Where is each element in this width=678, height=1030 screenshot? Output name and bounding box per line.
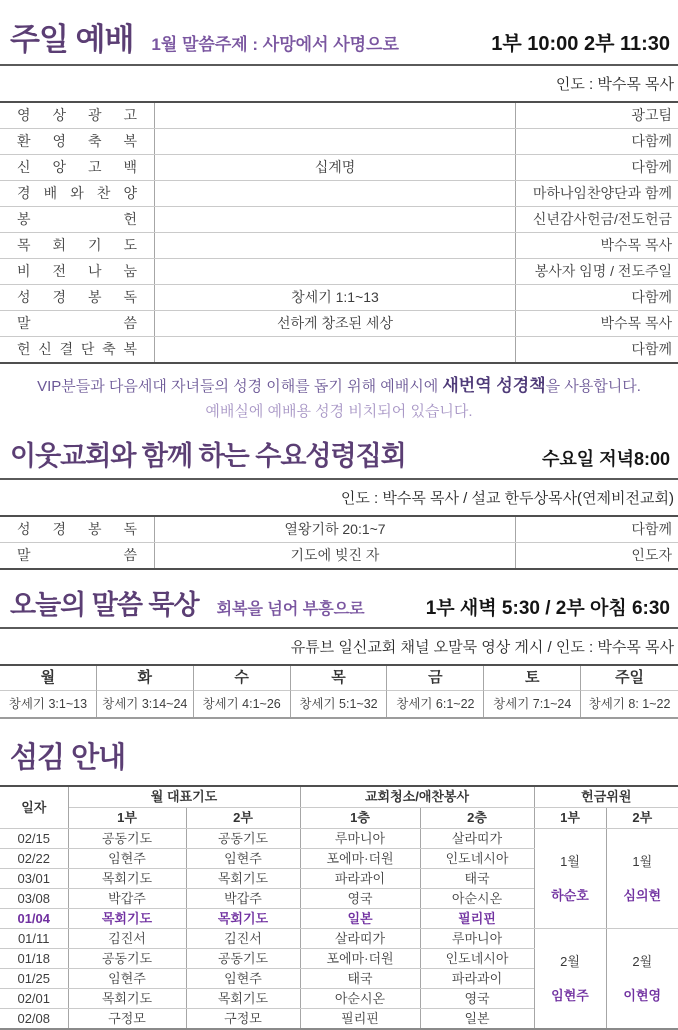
duty-floor2: 인도네시아 <box>420 849 534 869</box>
meditation-header <box>0 570 678 622</box>
order-who: 다함께 <box>515 517 678 542</box>
wednesday-meeting-header <box>0 423 678 473</box>
table-row <box>0 311 678 337</box>
header-row <box>0 786 678 808</box>
col-header-cleaning: 교회청소/애찬봉사 <box>300 786 534 808</box>
table-row <box>0 543 678 568</box>
meditation-times: 1부 새벽 5:30 / 2부 아침 6:30 <box>425 598 670 619</box>
offering-name: 임현주 <box>551 987 589 1003</box>
duty-floor2: 파라과이 <box>420 969 534 989</box>
duty-floor1: 필리핀 <box>300 1009 420 1030</box>
duty-floor2: 루마니아 <box>420 929 534 949</box>
col-header-part2: 2부 <box>186 808 300 829</box>
order-content <box>155 337 515 362</box>
duty-floor1: 아순시온 <box>300 989 420 1009</box>
order-label: 말 씀 <box>0 311 155 336</box>
duty-prayer2: 임현주 <box>186 849 300 869</box>
duty-date: 01/11 <box>0 929 68 949</box>
duty-prayer2: 목회기도 <box>186 869 300 889</box>
duty-prayer1: 임현주 <box>68 849 186 869</box>
col-header-floor2: 2층 <box>420 808 534 829</box>
col-header-floor1: 1층 <box>300 808 420 829</box>
duty-floor1: 영국 <box>300 889 420 909</box>
offering-committee-part2 <box>606 929 678 1030</box>
duty-floor1: 일본 <box>300 909 420 929</box>
order-label: 목 회 기 도 <box>0 233 155 258</box>
table-row <box>0 517 678 543</box>
offering-month: 1월 <box>560 853 580 869</box>
duty-date: 03/08 <box>0 889 68 909</box>
order-who: 인도자 <box>515 543 678 568</box>
section-title-service-guide: 섬김 안내 <box>10 742 126 774</box>
duty-floor2: 아순시온 <box>420 889 534 909</box>
meditation-theme: 회복을 넘어 부흥으로 <box>216 601 365 618</box>
section-title-sunday-worship: 주일 예배 <box>10 22 134 57</box>
col-header-part1: 1부 <box>68 808 186 829</box>
day-header: 화 <box>97 666 194 691</box>
order-content: 창세기 1:1~13 <box>291 289 379 305</box>
weekly-reading-table <box>0 664 678 719</box>
duty-date: 01/18 <box>0 949 68 969</box>
day-header: 수 <box>194 666 291 691</box>
order-label: 봉 헌 <box>0 207 155 232</box>
duty-floor1: 파라과이 <box>300 869 420 889</box>
table-row <box>0 103 678 129</box>
order-who: 신년감사헌금/전도헌금 <box>515 207 678 232</box>
offering-month: 2월 <box>632 953 653 969</box>
duty-prayer1: 김진서 <box>68 929 186 949</box>
bible-note-line1: VIP분들과 다음세대 자녀들의 성경 이해를 돕기 위해 예배시에 새번역 성경책을 사용합니다. <box>37 376 641 395</box>
duty-prayer1: 목회기도 <box>68 989 186 1009</box>
table-row <box>0 929 678 949</box>
duty-floor2: 일본 <box>420 1009 534 1030</box>
day-header: 월 <box>0 666 97 691</box>
col-header-part2: 2부 <box>606 808 678 829</box>
order-label: 비 전 나 눔 <box>0 259 155 284</box>
daily-reading: 창세기 8: 1~22 <box>588 697 671 711</box>
order-label: 신 앙 고 백 <box>0 155 155 180</box>
bible-note-emphasis: 새번역 성경책 <box>442 376 546 395</box>
order-label: 성 경 봉 독 <box>0 285 155 310</box>
daily-reading: 창세기 7:1~24 <box>484 691 581 717</box>
table-row <box>0 181 678 207</box>
duty-prayer2: 공동기도 <box>186 829 300 849</box>
duty-floor1: 포에마·더원 <box>300 949 420 969</box>
table-row <box>0 285 678 311</box>
order-content: 기도에 빚진 자 <box>290 547 380 563</box>
order-content: 선하게 창조된 세상 <box>277 315 393 331</box>
offering-month: 2월 <box>560 953 580 969</box>
duty-prayer2: 목회기도 <box>186 909 300 929</box>
offering-committee-part1 <box>534 829 606 929</box>
table-row <box>0 337 678 362</box>
duty-date: 01/25 <box>0 969 68 989</box>
order-label: 환 영 축 복 <box>0 129 155 154</box>
duty-prayer1: 목회기도 <box>68 869 186 889</box>
order-who: 다함께 <box>515 337 678 362</box>
order-who: 다함께 <box>515 285 678 310</box>
table-row <box>0 829 678 849</box>
daily-reading: 창세기 3:1~13 <box>0 691 97 717</box>
order-content <box>155 207 515 232</box>
table-row <box>0 233 678 259</box>
offering-name: 심의현 <box>623 887 662 903</box>
duty-date: 02/15 <box>0 829 68 849</box>
duty-prayer1: 공동기도 <box>68 829 186 849</box>
order-content: 열왕기하 20:1~7 <box>284 521 386 537</box>
section-title-wednesday-meeting: 이웃교회와 함께 하는 수요성령집회 <box>10 441 406 471</box>
daily-reading: 창세기 4:1~26 <box>194 691 291 717</box>
duty-floor2: 필리핀 <box>420 909 534 929</box>
order-who: 박수목 목사 <box>515 311 678 336</box>
order-content <box>155 259 515 284</box>
duty-date: 03/01 <box>0 869 68 889</box>
duty-date: 02/01 <box>0 989 68 1009</box>
col-header-part1: 1부 <box>534 808 606 829</box>
duty-floor1: 살라띠가 <box>300 929 420 949</box>
order-who: 마하나임찬양단과 함께 <box>515 181 678 206</box>
order-content <box>155 233 515 258</box>
col-header-date: 일자 <box>0 786 68 829</box>
duty-floor1: 루마니아 <box>300 829 420 849</box>
duty-floor2: 영국 <box>420 989 534 1009</box>
order-label: 말 씀 <box>0 543 155 568</box>
order-who: 박수목 목사 <box>515 233 678 258</box>
section-title-meditation: 오늘의 말씀 묵상 <box>10 590 199 620</box>
offering-month: 1월 <box>632 853 653 869</box>
duty-date: 01/04 <box>0 909 68 929</box>
daily-reading: 창세기 3:14~24 <box>97 691 194 717</box>
bible-note-line2: 예배실에 예배용 성경 비치되어 있습니다. <box>205 403 473 420</box>
day-header: 주일 <box>581 666 678 691</box>
duty-date: 02/08 <box>0 1009 68 1030</box>
daily-reading: 창세기 5:1~32 <box>291 691 388 717</box>
order-content <box>155 103 515 128</box>
bible-notes <box>0 364 678 423</box>
offering-committee-part2 <box>606 829 678 929</box>
duty-floor2: 인도네시아 <box>420 949 534 969</box>
duty-prayer1: 공동기도 <box>68 949 186 969</box>
worship-order-table <box>0 101 678 364</box>
table-row <box>0 129 678 155</box>
service-duty-table <box>0 785 678 1030</box>
duty-prayer2: 공동기도 <box>186 949 300 969</box>
duty-prayer2: 목회기도 <box>186 989 300 1009</box>
sunday-worship-header <box>0 0 678 59</box>
table-row <box>0 155 678 181</box>
col-header-prayer: 월 대표기도 <box>68 786 300 808</box>
col-header-offering: 헌금위원 <box>534 786 678 808</box>
duty-prayer1: 임현주 <box>68 969 186 989</box>
wednesday-leader: 인도 : 박수목 목사 / 설교 한두상목사(연제비전교회) <box>340 490 674 507</box>
order-label: 경 배 와 찬 양 <box>0 181 155 206</box>
order-who: 봉사자 임명 / 전도주일 <box>515 259 678 284</box>
order-label: 영 상 광 고 <box>0 103 155 128</box>
order-who: 다함께 <box>515 155 678 180</box>
table-row <box>0 259 678 285</box>
duty-prayer2: 김진서 <box>186 929 300 949</box>
day-header: 목 <box>291 666 388 691</box>
offering-name: 하순호 <box>551 887 589 903</box>
daily-reading: 창세기 6:1~22 <box>387 691 484 717</box>
duty-floor1: 태국 <box>300 969 420 989</box>
wednesday-order-table <box>0 515 678 570</box>
day-header: 금 <box>387 666 484 691</box>
order-who: 광고팀 <box>515 103 678 128</box>
order-label: 헌 신 결 단 축 복 <box>0 337 155 362</box>
order-label: 성 경 봉 독 <box>0 517 155 542</box>
duty-prayer1: 박갑주 <box>68 889 186 909</box>
order-content <box>155 181 515 206</box>
duty-date: 02/22 <box>0 849 68 869</box>
day-header: 토 <box>484 666 581 691</box>
header-row <box>0 808 678 829</box>
offering-committee-part1 <box>534 929 606 1030</box>
order-content: 십계명 <box>314 159 356 175</box>
service-times: 1부 10:00 2부 11:30 <box>491 33 670 55</box>
offering-name: 이현영 <box>623 987 662 1003</box>
meditation-note: 유튜브 일신교회 채널 오말묵 영상 게시 / 인도 : 박수목 목사 <box>290 639 674 656</box>
order-who: 다함께 <box>515 129 678 154</box>
duty-prayer2: 박갑주 <box>186 889 300 909</box>
duty-floor2: 살라띠가 <box>420 829 534 849</box>
duty-prayer2: 임현주 <box>186 969 300 989</box>
monthly-theme: 1월 말씀주제 : 사망에서 사명으로 <box>151 35 399 54</box>
duty-floor2: 태국 <box>420 869 534 889</box>
order-content <box>155 129 515 154</box>
wednesday-time: 수요일 저녁8:00 <box>542 449 670 469</box>
duty-prayer1: 목회기도 <box>68 909 186 929</box>
worship-leader: 인도 : 박수목 목사 <box>555 76 674 93</box>
duty-prayer1: 구정모 <box>68 1009 186 1030</box>
duty-floor1: 포에마·더원 <box>300 849 420 869</box>
table-row <box>0 207 678 233</box>
duty-prayer2: 구정모 <box>186 1009 300 1030</box>
